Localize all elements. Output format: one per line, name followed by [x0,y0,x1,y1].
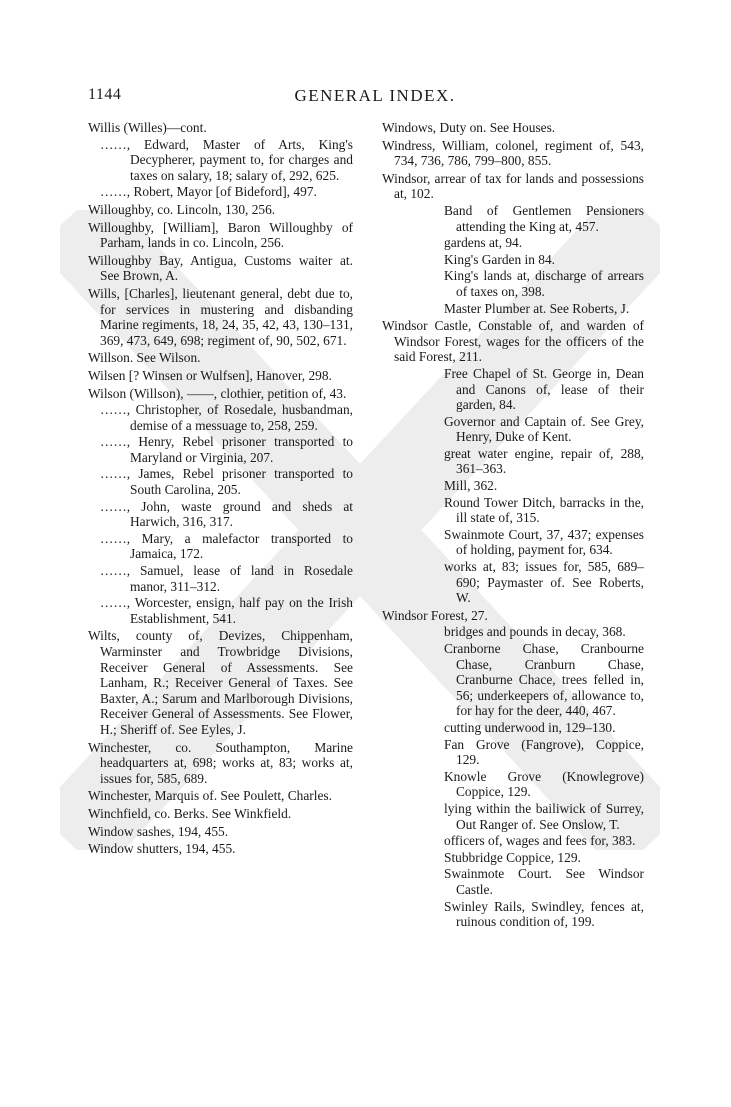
index-entry: Swainmote Court, 37, 437; expenses of holding, payment for, 634. [444,526,644,558]
index-entry: officers of, wages and fees for, 383. [444,833,636,849]
index-entry: bridges and pounds in decay, 368. [444,624,626,640]
index-entry: Windsor Forest, 27. [382,607,488,623]
index-entry: Wills, [Charles], lieutenant general, debt due to, for services in mustering and disbanding Marine regiments, 18, 24, 35, 42, 43, 130–131, 369, 473, 649, 698; regiment of, 90, 502, 671. [88,285,353,348]
index-entry: ……, Mary, a malefactor transported to Jamaica, 172. [100,530,353,562]
index-entry: Willoughby, [William], Baron Willoughby of Parham, lands in co. Lincoln, 256. [88,219,353,251]
index-entry: Willoughby Bay, Antigua, Customs waiter at. See Brown, A. [88,252,353,284]
index-entry: King's lands at, discharge of arrears of taxes on, 398. [444,268,644,299]
index-entry: Winchester, co. Southampton, Marine headquarters at, 698; works at, 83; works at, issues for, 585, 689. [88,739,353,786]
page-number: 1144 [88,86,122,103]
index-entry: Willis (Willes)—cont. [88,120,207,135]
index-entry: ……, Henry, Rebel prisoner transported to Maryland or Virginia, 207. [100,434,353,465]
index-entry: ……, Worcester, ensign, half pay on the Irish Establishment, 541. [100,595,353,626]
index-entry: Band of Gentlemen Pensioners attending the King at, 457. [444,202,644,234]
index-entry: Fan Grove (Fangrove), Coppice, 129. [444,736,644,768]
index-entry: ……, Edward, Master of Arts, King's Decypherer, payment to, for charges and taxes on salary, 18; salary of, 292, 625. [100,136,353,183]
index-entry: cutting underwood in, 129–130. [444,719,616,735]
index-entry: gardens at, 94. [444,235,523,251]
index-entry: lying within the bailiwick of Surrey, Out Ranger of. See Onslow, T. [444,800,644,832]
index-entry: Stubbridge Coppice, 129. [444,849,581,865]
index-entry: King's Garden in 84. [444,251,556,267]
index-entry: Master Plumber at. See Roberts, J. [444,300,630,316]
index-entry: Willoughby, co. Lincoln, 130, 256. [88,201,276,217]
index-entry: Windsor, arrear of tax for lands and possessions at, 102. [382,170,644,202]
index-entry: ……, Robert, Mayor [of Bideford], 497. [100,184,317,200]
index-entry: Winchfield, co. Berks. See Winkfield. [88,805,292,821]
index-entry: ……, Samuel, lease of land in Rosedale manor, 311–312. [100,563,353,594]
index-entry: Mill, 362. [444,478,498,494]
index-entry: Wilts, county of, Devizes, Chippenham, Warminster and Trowbridge Divisions, Receiver General of Assessments. See Lanham, R.; Receiver General of Taxes. See Baxter, A.; Sarum and Marlborough Divisions, Receiver General of Assessments. See Flower, H.; Sheriff of. See Eyles, J. [88,628,353,737]
index-entry: ……, James, Rebel prisoner transported to South Carolina, 205. [100,466,353,498]
index-entry: Window sashes, 194, 455. [88,823,229,839]
index-entry: works at, 83; issues for, 585, 689–690; Paymaster of. See Roberts, W. [444,559,644,606]
index-entry: Knowle Grove (Knowlegrove) Coppice, 129. [444,768,644,800]
index-entry: Free Chapel of St. George in, Dean and Canons of, lease of their garden, 84. [444,365,644,413]
page-header [80,86,670,112]
running-title: GENERAL INDEX. [294,86,456,105]
index-column-right [382,120,644,931]
index-entry: Swinley Rails, Swindley, fences at, ruinous condition of, 199. [444,898,644,930]
index-entry: Governor and Captain of. See Grey, Henry, Duke of Kent. [444,413,644,445]
index-entry: great water engine, repair of, 288, 361–363. [444,445,644,477]
index-entry: Cranborne Chase, Cranbourne Chase, Cranburn Chase, Cranburne Chace, trees felled in, 56; underkeepers of, allowance to, for hay for the deer, 440, 467. [444,641,644,719]
index-entry: ……, Christopher, of Rosedale, husbandman, demise of a messuage to, 258, 259. [100,402,353,433]
index-entry: Wilson (Willson), ——, clothier, petition of, 43. [88,385,347,401]
index-entry: Windress, William, colonel, regiment of, 543, 734, 736, 786, 799–800, 855. [382,137,644,169]
index-column-left [88,120,353,858]
index-entry: Windows, Duty on. See Houses. [382,120,556,135]
index-entry: Willson. See Wilson. [88,350,201,366]
index-entry: Windsor Castle, Constable of, and warden of Windsor Forest, wages for the officers of the said Forest, 211. [382,318,644,365]
index-entry: Winchester, Marquis of. See Poulett, Charles. [88,788,332,804]
index-entry: Round Tower Ditch, barracks in the, ill state of, 315. [444,494,644,526]
index-entry: ……, John, waste ground and sheds at Harwich, 316, 317. [100,498,353,530]
index-entry: Window shutters, 194, 455. [88,841,236,857]
index-entry: Wilsen [? Winsen or Wulfsen], Hanover, 298. [88,367,332,383]
index-entry: Swainmote Court. See Windsor Castle. [444,866,644,897]
